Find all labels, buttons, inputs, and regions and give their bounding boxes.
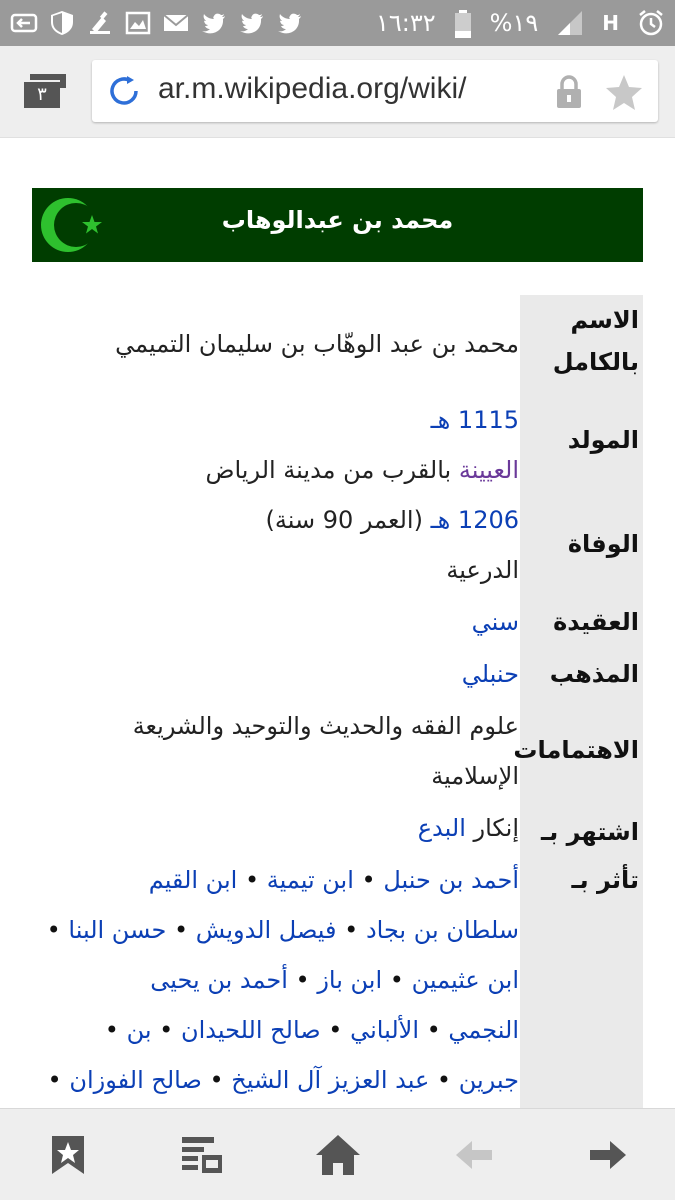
battery-percent: %١٩: [489, 9, 539, 37]
influence-link[interactable]: أحمد بن يحيى: [150, 966, 288, 994]
row-label: الاهتمامات: [513, 736, 639, 764]
row-label: العقيدة: [553, 608, 639, 636]
status-bar: [0, 0, 675, 46]
influence-link[interactable]: حسن البنا: [68, 916, 167, 944]
infobox-row-known-for: [32, 803, 643, 853]
influence-link[interactable]: أحمد بن حنبل: [383, 866, 519, 894]
back-arrow-icon[interactable]: [452, 1133, 496, 1177]
list-separator: •: [382, 966, 412, 994]
signal-icon: [556, 9, 584, 37]
list-separator: •: [166, 916, 196, 944]
list-separator: •: [104, 1016, 127, 1044]
label-line: بالكامل: [552, 348, 639, 376]
influence-link[interactable]: عبد العزيز آل الشيخ: [231, 1066, 430, 1094]
address-bar[interactable]: [92, 60, 658, 122]
influences-line: [32, 855, 519, 905]
row-label: [520, 299, 643, 383]
list-separator: •: [47, 1066, 70, 1094]
row-label: الوفاة: [567, 530, 639, 558]
influence-link[interactable]: ابن القيم: [148, 866, 238, 894]
influence-link[interactable]: الألباني: [350, 1016, 419, 1044]
list-separator: •: [201, 1066, 232, 1094]
bookmarks-icon[interactable]: [46, 1133, 90, 1177]
influence-link[interactable]: بن: [126, 1016, 152, 1044]
list-separator: •: [353, 866, 384, 894]
row-label: اشتهر بـ: [541, 818, 639, 846]
row-label: تأثر بـ: [571, 866, 639, 894]
list-separator: •: [237, 866, 267, 894]
status-left: [10, 6, 304, 40]
fullname-value: محمد بن عبد الوهّاب بن سليمان التميمي: [115, 330, 519, 358]
home-icon[interactable]: [314, 1133, 358, 1177]
influenced-by-list: [32, 855, 519, 1105]
influence-link[interactable]: صالح الفوزان: [69, 1066, 202, 1094]
lock-icon[interactable]: [554, 74, 584, 110]
influence-link[interactable]: النجمي: [448, 1016, 519, 1044]
influence-link[interactable]: جبرين: [458, 1066, 519, 1094]
infobox-title: محمد بن عبدالوهاب: [221, 206, 454, 234]
reading-list-icon[interactable]: [180, 1133, 224, 1177]
alarm-icon: [637, 9, 665, 37]
tab-count: ٣: [24, 82, 60, 108]
death-date-link[interactable]: 1206 هـ: [430, 506, 519, 534]
page-content: [0, 138, 675, 1108]
reload-icon[interactable]: [106, 73, 142, 109]
influences-line: [32, 1005, 519, 1055]
mail-icon: [162, 9, 190, 37]
death-place: الدرعية: [446, 556, 519, 584]
bookmark-star-icon[interactable]: [604, 72, 644, 112]
gallery-icon: [124, 9, 152, 37]
twitter-icon: [276, 9, 304, 37]
shield-icon: [48, 9, 76, 37]
network-type: H: [602, 11, 619, 35]
infobox-row-interests: [32, 701, 643, 801]
infobox-banner: [32, 188, 643, 262]
influence-link[interactable]: ابن تيمية: [266, 866, 354, 894]
interests-line: علوم الفقه والحديث والتوحيد والشريعة: [132, 712, 519, 740]
infobox-row-influenced-by: [32, 855, 643, 1108]
madhhab-link[interactable]: حنبلي: [461, 660, 519, 688]
bottom-navigation: [0, 1108, 675, 1200]
influences-line: [32, 905, 519, 955]
list-separator: •: [287, 966, 318, 994]
known-for-link[interactable]: البدع: [417, 814, 466, 842]
death-age: (العمر 90 سنة): [265, 506, 431, 534]
influence-link[interactable]: ابن باز: [317, 966, 383, 994]
known-for-text: إنكار: [465, 814, 519, 842]
url-text: ar.m.wikipedia.org/wiki/: [158, 72, 467, 105]
cleaner-icon: [86, 9, 114, 37]
influence-link[interactable]: سلطان بن بجاد: [365, 916, 519, 944]
list-separator: •: [320, 1016, 351, 1044]
forward-arrow-icon[interactable]: [586, 1133, 630, 1177]
influence-link[interactable]: فيصل الدويش: [195, 916, 337, 944]
influences-line: [32, 955, 519, 1005]
influence-link[interactable]: صالح اللحيدان: [180, 1016, 321, 1044]
row-label: المولد: [567, 426, 639, 454]
birth-value: [32, 395, 519, 495]
twitter-icon: [238, 9, 266, 37]
interests-value: [32, 701, 519, 801]
interests-line: الإسلامية: [431, 762, 519, 790]
list-separator: •: [336, 916, 366, 944]
row-label: المذهب: [549, 660, 639, 688]
twitter-icon: [200, 9, 228, 37]
infobox: [32, 295, 643, 1108]
battery-icon: [454, 9, 472, 37]
clock: ١٦:٣٢: [376, 9, 436, 37]
infobox-row-madhhab: [32, 649, 643, 699]
birth-date-link[interactable]: 1115 هـ: [430, 406, 519, 434]
infobox-row-birth: [32, 395, 643, 495]
list-separator: •: [46, 916, 69, 944]
browser-toolbar: [0, 46, 675, 138]
influence-link[interactable]: ابن عثيمين: [411, 966, 519, 994]
birth-place-text: بالقرب من مدينة الرياض: [205, 456, 459, 484]
list-separator: •: [429, 1066, 459, 1094]
creed-link[interactable]: سني: [471, 608, 519, 636]
death-value: [32, 495, 519, 595]
infobox-row-creed: [32, 597, 643, 647]
status-right: [376, 6, 665, 40]
infobox-row-fullname: [32, 295, 643, 395]
infobox-row-death: [32, 495, 643, 595]
list-separator: •: [151, 1016, 181, 1044]
birth-place-link[interactable]: العيينة: [458, 456, 519, 484]
notification-icon: [10, 9, 38, 37]
list-separator: •: [418, 1016, 449, 1044]
influences-line: [32, 1055, 519, 1105]
known-for-value: [32, 803, 519, 853]
label-line: الاسم: [570, 306, 639, 334]
tabs-button[interactable]: [24, 74, 68, 110]
